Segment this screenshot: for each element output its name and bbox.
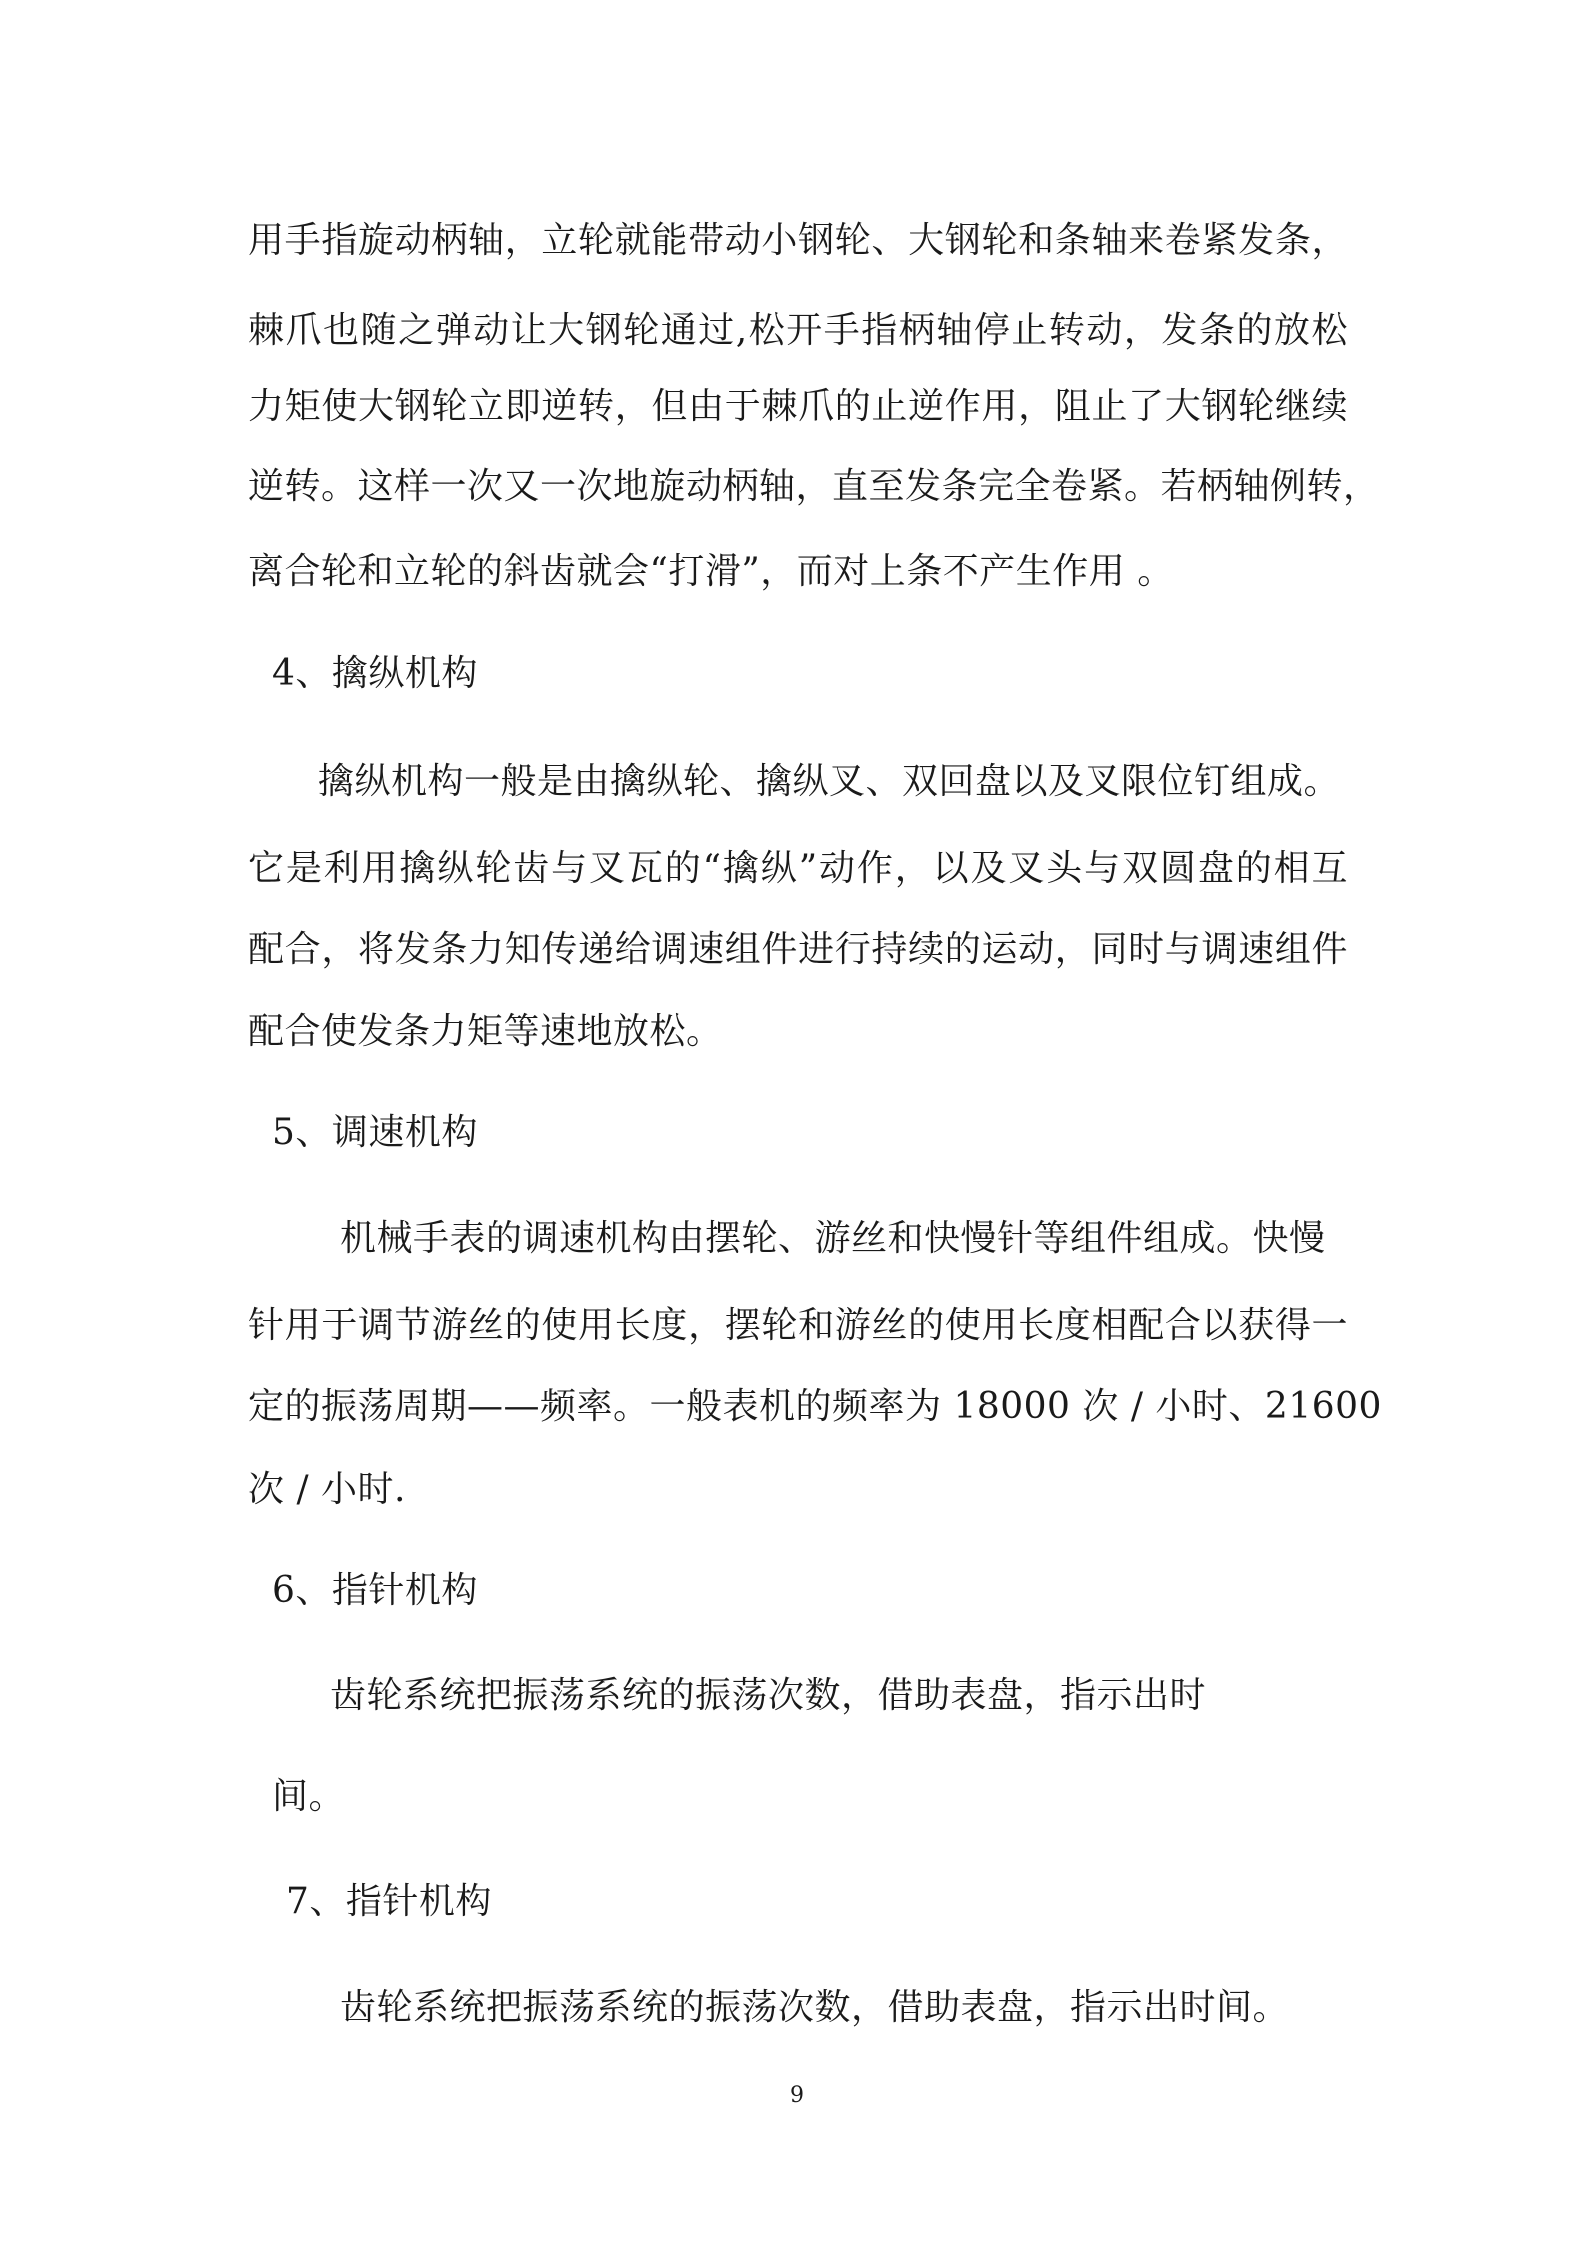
paragraph-3-line-2: 针用于调节游丝的使用长度，摆轮和游丝的使用长度相配合以获得一	[248, 1305, 1348, 1346]
section-heading-6: 6、指针机构	[272, 1570, 478, 1611]
paragraph-2-line-2: 它是利用擒纵轮齿与叉瓦的“擒纵”动作，以及叉头与双圆盘的相互	[248, 848, 1348, 889]
page-number: 9	[790, 2083, 804, 2108]
section-heading-5: 5、调速机构	[272, 1112, 478, 1153]
paragraph-1-line-2: 棘爪也随之弹动让大钢轮通过,松开手指柄轴停止转动，发条的放松	[248, 310, 1348, 351]
paragraph-2-line-1: 擒纵机构一般是由擒纵轮、擒纵叉、双回盘以及叉限位钉组成。	[318, 761, 1341, 802]
paragraph-5-line-1: 齿轮系统把振荡系统的振荡次数，借助表盘，指示出时间。	[340, 1987, 1290, 2028]
paragraph-3-line-1: 机械手表的调速机构由摆轮、游丝和快慢针等组件组成。快慢	[340, 1218, 1326, 1259]
paragraph-4-line-2: 间。	[272, 1776, 346, 1817]
paragraph-2-line-3: 配合，将发条力知传递给调速组件进行持续的运动，同时与调速组件	[248, 929, 1348, 970]
paragraph-1-line-5: 离合轮和立轮的斜齿就会“打滑”，而对上条不产生作用 。	[248, 551, 1174, 592]
paragraph-1-line-4: 逆转。这样一次又一次地旋动柄轴，直至发条完全卷紧。若柄轴例转，	[248, 466, 1380, 507]
section-heading-4: 4、擒纵机构	[272, 653, 478, 694]
paragraph-3-line-3: 定的振荡周期——频率。一般表机的频率为 18000 次 / 小时、21600	[248, 1386, 1382, 1427]
paragraph-1-line-1: 用手指旋动柄轴，立轮就能带动小钢轮、大钢轮和条轴来卷紧发条，	[248, 220, 1348, 261]
paragraph-3-line-4: 次 / 小时.	[248, 1469, 406, 1510]
paragraph-2-line-4: 配合使发条力矩等速地放松。	[248, 1011, 723, 1052]
section-heading-7: 7、指针机构	[286, 1881, 492, 1922]
paragraph-1-line-3: 力矩使大钢轮立即逆转，但由于棘爪的止逆作用，阻止了大钢轮继续	[248, 386, 1348, 427]
paragraph-4-line-1: 齿轮系统把振荡系统的振荡次数，借助表盘，指示出时	[330, 1675, 1207, 1716]
